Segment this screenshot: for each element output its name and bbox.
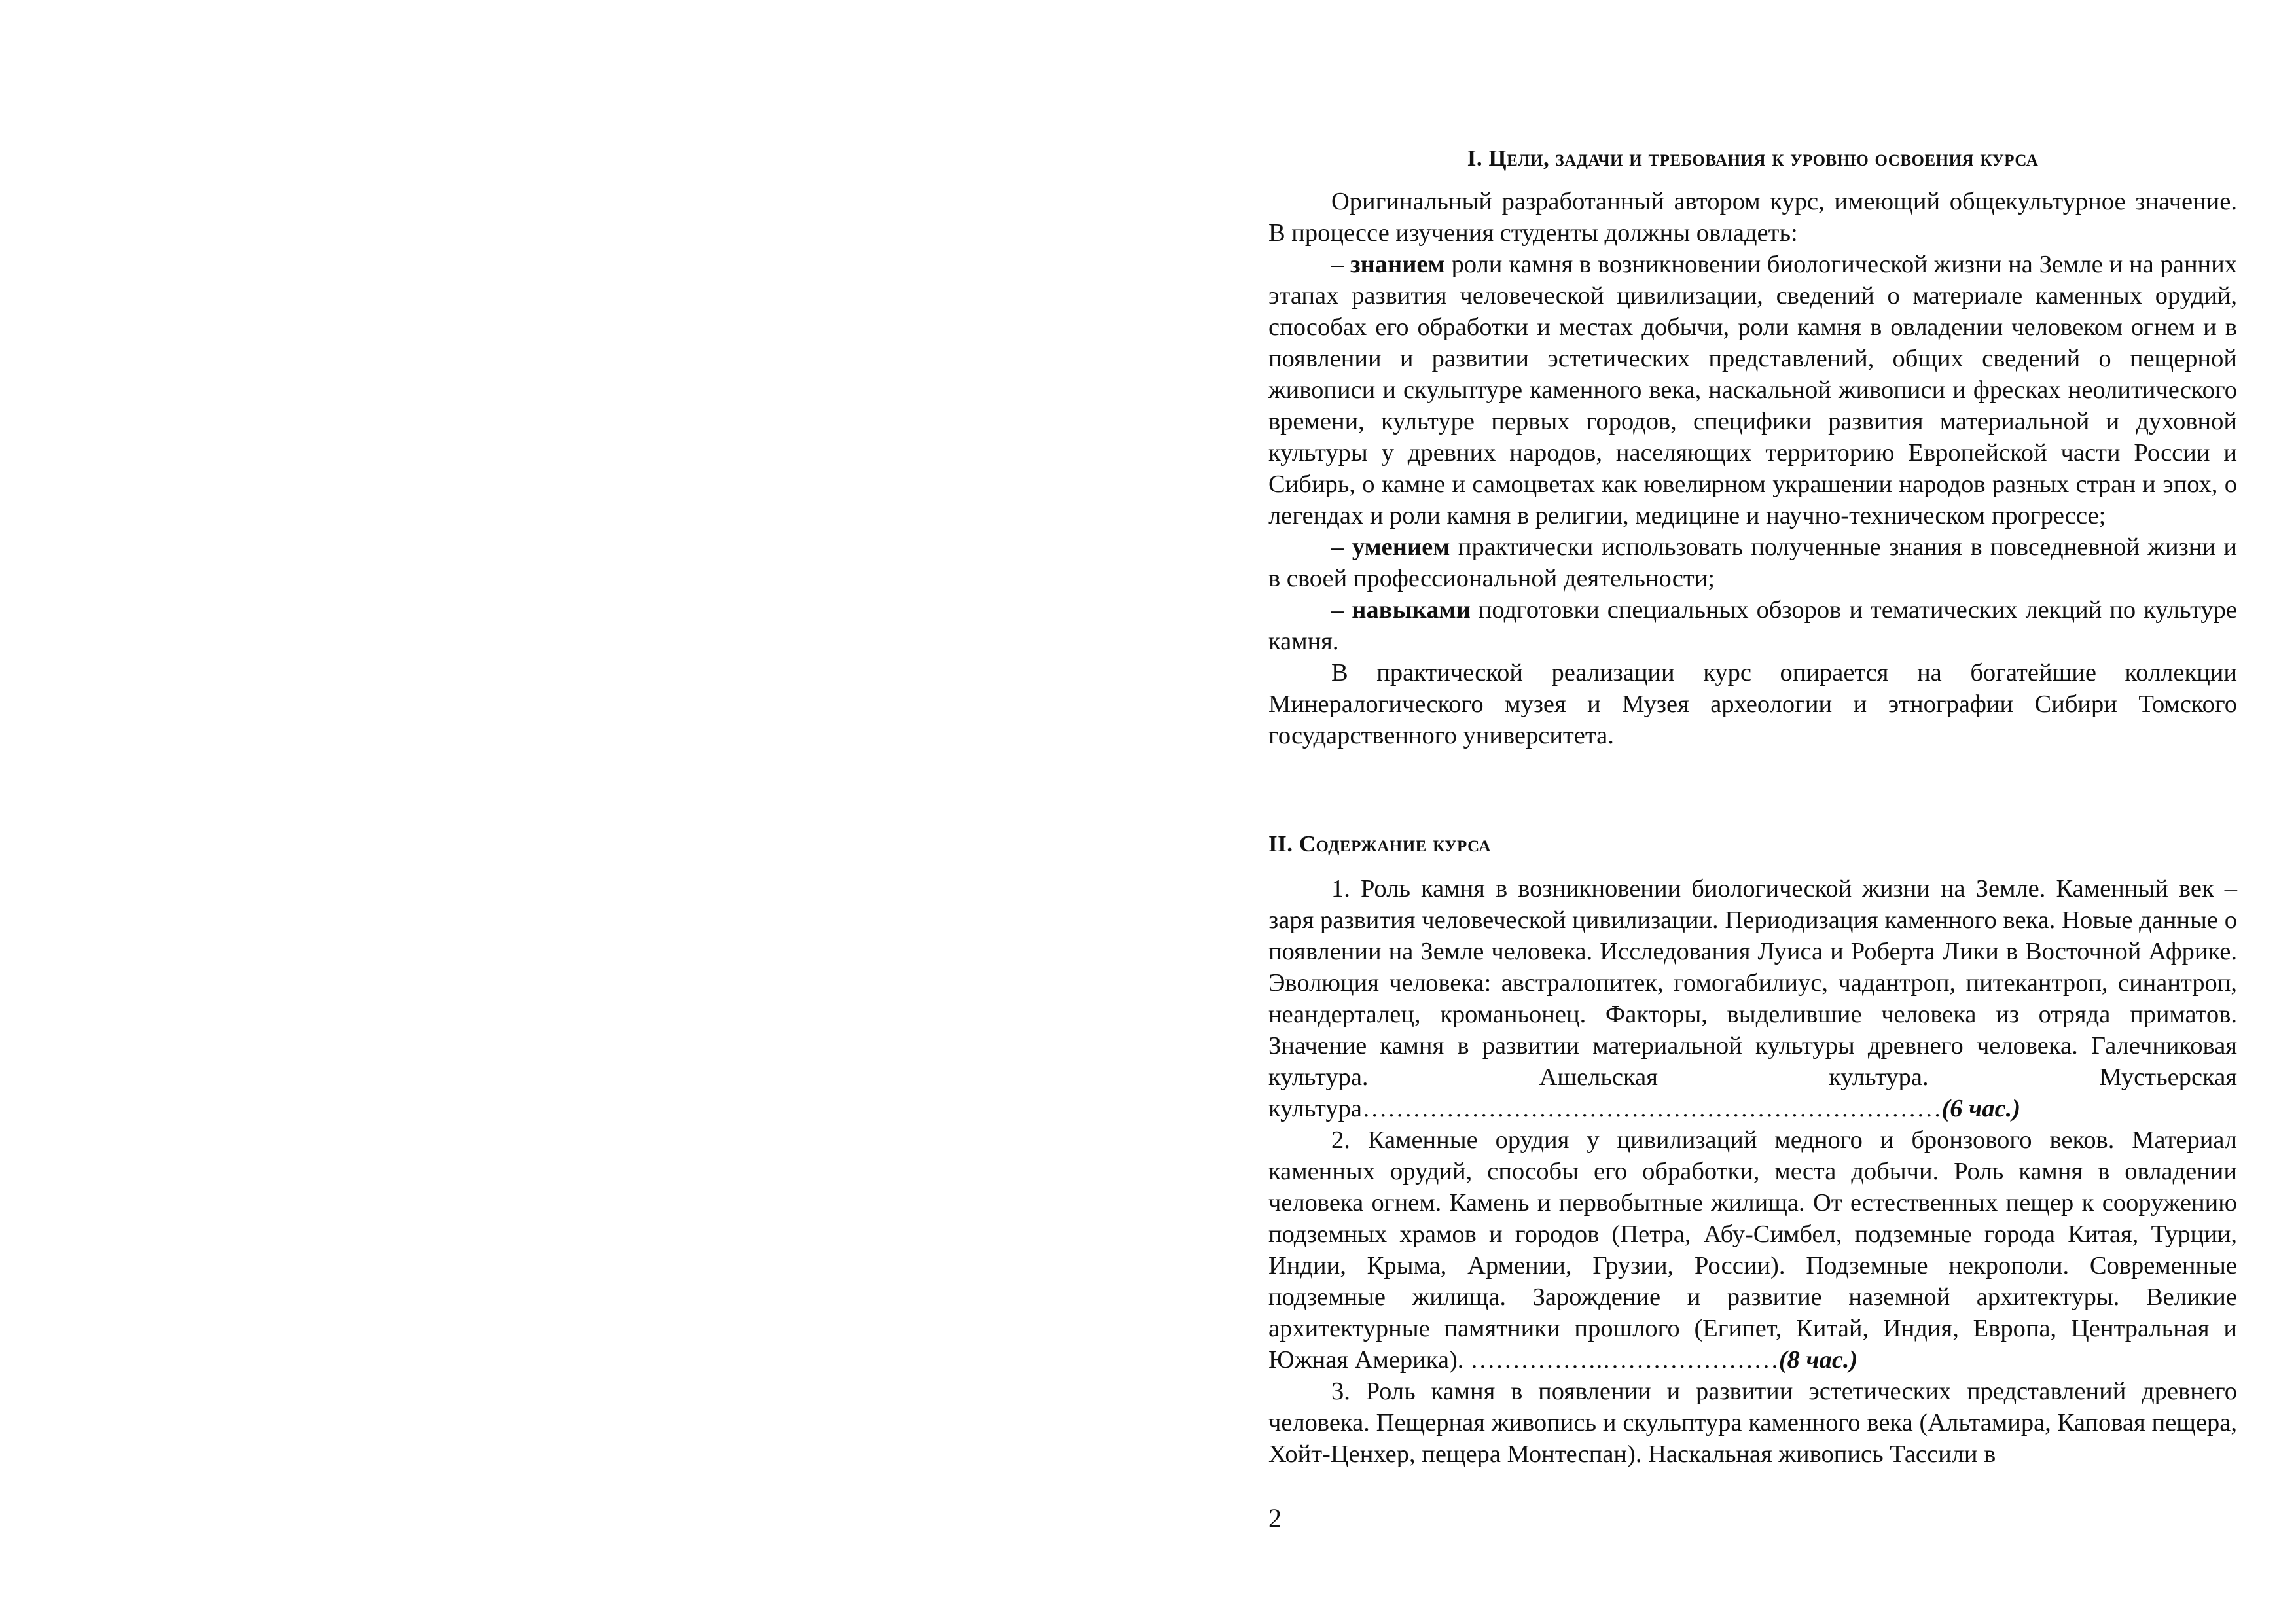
closing-paragraph: В практической реализации курс опирается на богатейшие коллекции Минералогического музея и Музея археологии и этнографии Сибири Томского государственного университета. xyxy=(1268,659,2237,749)
item-2-hours: (8 час.) xyxy=(1778,1346,1858,1374)
skill-paragraph: – умением практически использовать полученные знания в повседневной жизни и в своей профессиональной деятельности; xyxy=(1268,533,2238,592)
document-page xyxy=(1268,131,2237,1470)
section-content xyxy=(1268,829,2237,1470)
habit-paragraph: – навыками подготовки специальных обзоров и тематических лекций по культуре камня. xyxy=(1268,596,2238,655)
knowledge-text: роли камня в возникновении биологической жизни на Земле и на ранних этапах развития человеческой цивилизации, сведений о материале каменных орудий, способах его обработки и местах добычи, роли камня в овладении человеком огнем и в появлении и развитии эстетических представлений, общих сведений о пещерной живописи и скульптуре каменного века, наскальной живописи и фресках неолитического времени, культуре первых городов, специфики развития материальной и духовной культуры у древних народов, населяющих территорию Европейской части России и Сибирь, о камне и самоцветах как ювелирном украшении народов разных стран и эпох, о легендах и роли камня в религии, медицине и научно-техническом прогрессе; xyxy=(1268,251,2238,529)
item-1-hours: (6 час.) xyxy=(1941,1095,2021,1122)
skill-label: умением xyxy=(1352,533,1450,561)
section-1-title: I. Цели, задачи и требования к уровню освоения курса xyxy=(1467,145,2039,171)
item-1-text: 1. Роль камня в возникновении биологической жизни на Земле. Каменный век – заря развития человеческой цивилизации. Периодизация каменного века. Новые данные о появлении на Земле человека. Исследования Луиса и Роберта Лики в Восточной Африке. Эволюция человека: австралопитек, гомогабилиус, чадантроп, питекантроп, синантроп, неандерталец, кроманьонец. Факторы, выделившие человека из отряда приматов. Значение камня в развитии материальной культуры древнего человека. Галечниковая культура. Ашельская культура. Мустьерская культура xyxy=(1268,875,2237,1122)
section-spacer xyxy=(1268,751,2237,829)
section-2-title: II. Содержание курса xyxy=(1268,831,1491,857)
intro-paragraph: Оригинальный разработанный автором курс, имеющий общекультурное значение. В процессе изучения студенты должны овладеть: xyxy=(1268,188,2237,247)
item-2-text: 2. Каменные орудия у цивилизаций медного и бронзового веков. Материал каменных орудий, способы его обработки, места добычи. Роль камня в овладении человека огнем. Камень и первобытные жилища. От естественных пещер к сооружению подземных храмов и городов (Петра, Абу-Симбел, подземные города Китая, Турции, Индии, Крыма, Армении, Грузии, России). Подземные некрополи. Современные подземные жилища. Зарождение и развитие наземной архитектуры. Великие архитектурные памятники прошлого (Египет, Китай, Индия, Европа, Центральная и Южная Америка). xyxy=(1268,1126,2237,1374)
habit-text: подготовки специальных обзоров и тематических лекций по культуре камня. xyxy=(1268,596,2238,655)
item-2-leader: …………….………………… xyxy=(1470,1346,1779,1374)
knowledge-label: знанием xyxy=(1350,251,1445,278)
knowledge-paragraph: – знанием роли камня в возникновении биологической жизни на Земле и на ранних этапах развития человеческой цивилизации, сведений о материале каменных орудий, способах его обработки и местах добычи, роли камня в овладении человеком огнем и в появлении и развитии эстетических представлений, общих сведений о пещерной живописи и скульптуре каменного века, наскальной живописи и фресках неолитического времени, культуре первых городов, специфики развития материальной и духовной культуры у древних народов, населяющих территорию Европейской части России и Сибирь, о камне и самоцветах как ювелирном украшении народов разных стран и эпох, о легендах и роли камня в религии, медицине и научно-техническом прогрессе; xyxy=(1268,251,2238,529)
page-number: 2 xyxy=(1268,1503,1282,1533)
section-goals xyxy=(1268,143,2237,751)
content-item-1 xyxy=(1268,873,2237,1124)
content-item-3: 3. Роль камня в появлении и развитии эстетических представлений древнего человека. Пещерная живопись и скульптура каменного века (Альтамира, Каповая пещера, Хойт-Ценхер, пещера Монтеспан). Наскальная живопись Тассили в xyxy=(1268,1378,2237,1468)
item-1-leader: …………………………………………………………… xyxy=(1361,1095,1942,1122)
habit-label: навыками xyxy=(1352,596,1471,624)
skill-text: практически использовать полученные знания в повседневной жизни и в своей профессиональной деятельности; xyxy=(1268,533,2238,592)
content-item-2 xyxy=(1268,1124,2237,1376)
